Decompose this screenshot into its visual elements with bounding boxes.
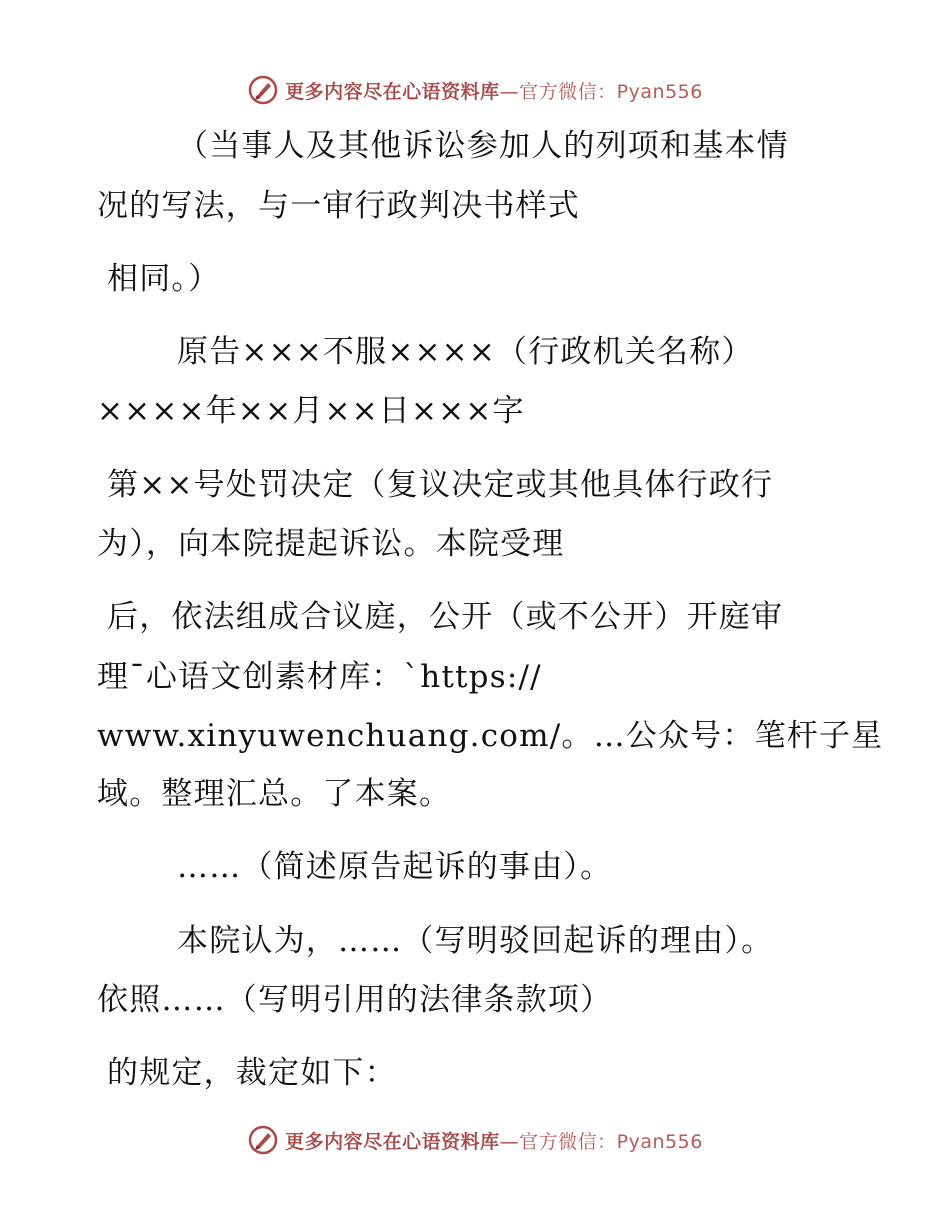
body-line-15: 的规定，裁定如下： bbox=[107, 1055, 397, 1091]
watermark-text: 更多内容尽在心语资料库—官方微信：Pyan556 bbox=[285, 80, 703, 103]
watermark-banner-top bbox=[0, 70, 950, 110]
body-line-11: 域。整理汇总。了本案。 bbox=[97, 776, 452, 812]
body-line-1: （当事人及其他诉讼参加人的列项和基本情 bbox=[177, 128, 789, 164]
watermark-banner-bottom bbox=[0, 1120, 950, 1160]
pen-nib-logo-icon bbox=[247, 74, 279, 106]
watermark-text: 更多内容尽在心语资料库—官方微信：Pyan556 bbox=[285, 1130, 703, 1153]
body-line-12: ……（简述原告起诉的事由）。 bbox=[177, 849, 613, 885]
body-line-2: 况的写法，与一审行政判决书样式 bbox=[97, 188, 580, 224]
pen-nib-logo-icon bbox=[247, 1124, 279, 1156]
body-line-7: 为），向本院提起诉讼。本院受理 bbox=[97, 526, 565, 562]
body-line-13: 本院认为，……（写明驳回起诉的理由）。 bbox=[177, 923, 774, 959]
body-line-5: ××××年××月××日×××字 bbox=[97, 393, 525, 429]
body-line-4: 原告×××不服××××（行政机关名称） bbox=[177, 334, 754, 370]
body-line-14: 依照……（写明引用的法律条款项） bbox=[97, 982, 613, 1018]
body-line-9: 理¯心语文创素材库：`https:// bbox=[97, 659, 542, 695]
body-line-3: 相同。） bbox=[107, 261, 221, 297]
body-line-6: 第××号处罚决定（复议决定或其他具体行政行 bbox=[107, 467, 774, 503]
body-line-10: www.xinyuwenchuang.com/。…公众号：笔杆子星 bbox=[97, 718, 884, 754]
body-line-8: 后，依法组成合议庭，公开（或不公开）开庭审 bbox=[107, 599, 784, 635]
